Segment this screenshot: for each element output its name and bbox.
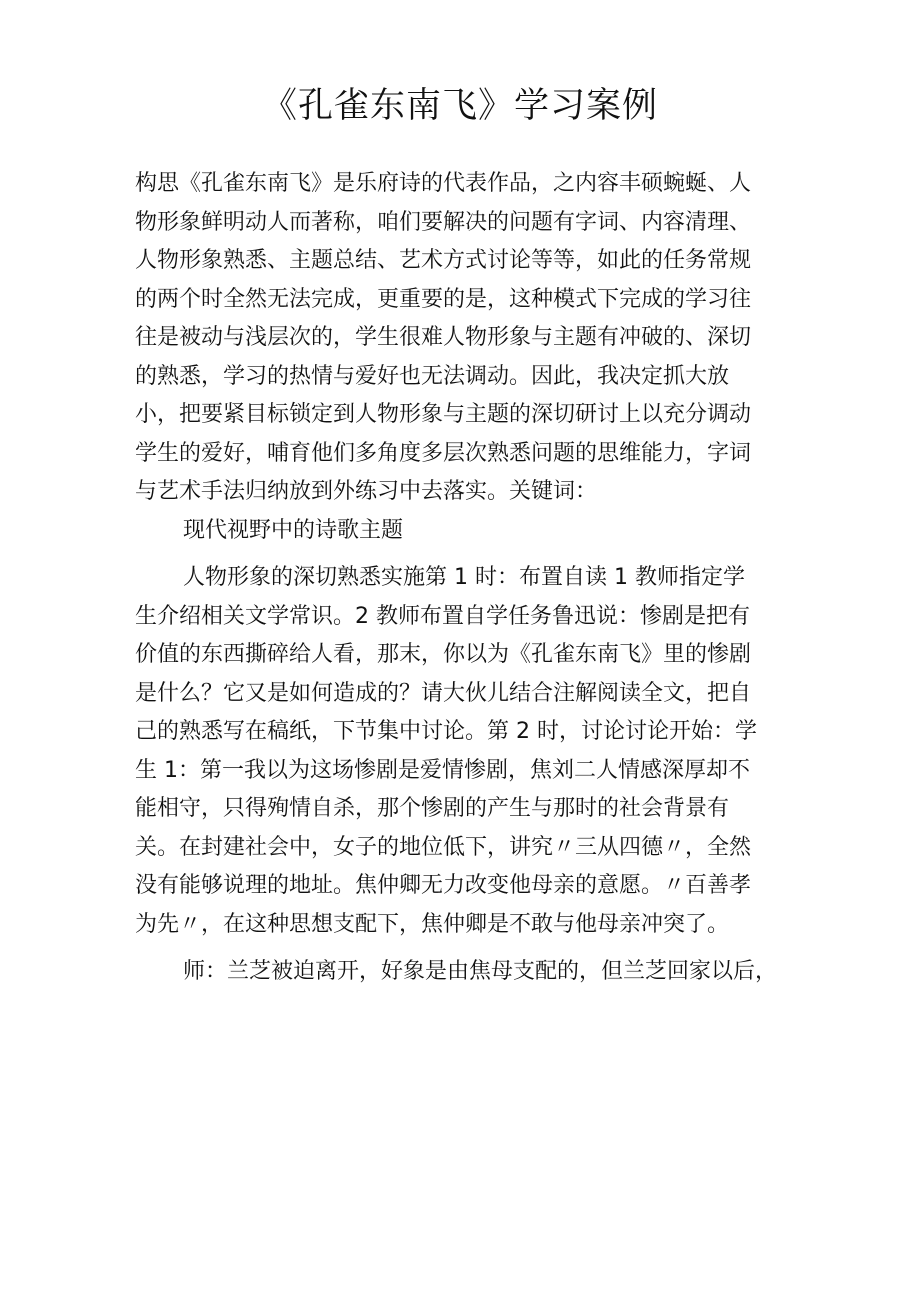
paragraph-intro: [135, 165, 795, 512]
text-line: 没有能够说理的地址。焦仲卿无力改变他母亲的意愿。〃百善孝: [135, 873, 752, 898]
document-title: 《孔雀东南飞》学习案例: [261, 86, 658, 126]
text-line: 往是被动与浅层次的，学生很难人物形象与主题有冲破的、深切: [135, 325, 752, 350]
text-line: 构思《孔雀东南飞》是乐府诗的代表作品，之内容丰硕蜿蜒、人: [135, 171, 752, 196]
text-line: 人物形象的深切熟悉实施第 1 时：布置自读 1 教师指定学: [183, 565, 745, 590]
text-line: 生 1：第一我以为这场惨剧是爱情惨剧，焦刘二人情感深厚却不: [135, 757, 750, 783]
paragraph-gap: [135, 944, 795, 953]
text-line: 学生的爱好，哺育他们多角度多层次熟悉问题的思维能力，字词: [135, 440, 752, 466]
text-line: 物形象鲜明动人而著称，咱们要解决的问题有字词、内容清理、: [135, 209, 752, 235]
document-body: [135, 165, 795, 992]
text-line: 能相守，只得殉情自杀，那个惨剧的产生与那时的社会背景有: [135, 796, 730, 821]
text-line: 价值的东西撕碎给人看，那末，你以为《孔雀东南飞》里的惨剧: [135, 642, 752, 667]
paragraph-gap: [135, 550, 795, 559]
text-line: 生介绍相关文学常识。2 教师布置自学任务鲁迅说：惨剧是把有: [135, 603, 750, 629]
text-line: 为先〃，在这种思想支配下，焦仲卿是不敢与他母亲冲突了。: [135, 911, 730, 937]
text-line: 人物形象熟悉、主题总结、艺术方式讨论等等，如此的任务常规: [135, 248, 752, 273]
paragraph-teacher: [135, 953, 795, 992]
text-line: 与艺术手法归纳放到外练习中去落实。关键词：: [135, 479, 598, 504]
text-line: 师：兰芝被迫离开，好象是由焦母支配的，但兰芝回家以后，: [183, 959, 778, 984]
text-line: 关。在封建社会中，女子的地位低下，讲究〃三从四德〃，全然: [135, 834, 752, 860]
paragraph-lesson: [135, 559, 795, 944]
text-line: 己的熟悉写在稿纸，下节集中讨论。第 2 时，讨论讨论开始：学: [135, 719, 757, 744]
text-line: 的熟悉，学习的热情与爱好也无法调动。因此，我决定抓大放: [135, 363, 730, 389]
text-line: 现代视野中的诗歌主题: [183, 517, 404, 543]
text-line: 小，把要紧目标锁定到人物形象与主题的深切研讨上以充分调动: [135, 402, 752, 427]
text-line: 的两个时全然无法完成，更重要的是，这种模式下完成的学习往: [135, 286, 752, 312]
text-line: 是什么？它又是如何造成的？请大伙儿结合注解阅读全文，把自: [135, 680, 752, 706]
keyword-line: [135, 512, 795, 551]
